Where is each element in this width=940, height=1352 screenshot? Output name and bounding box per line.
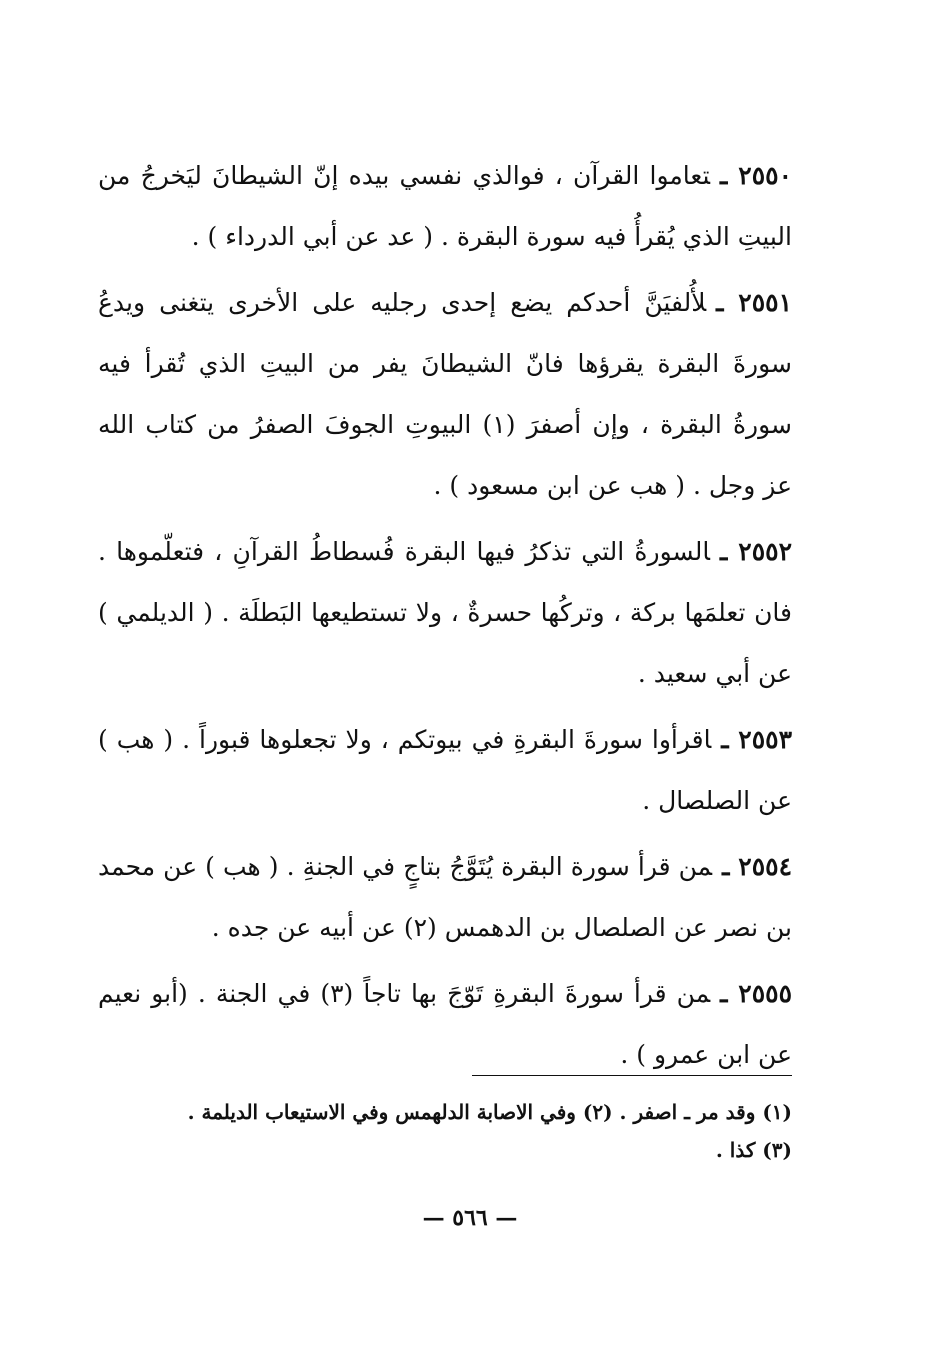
entry-number: ٢٥٥٥ ـ — [720, 979, 792, 1008]
hadith-entry-2551 — [98, 272, 792, 516]
entry-number: ٢٥٥١ ـ — [716, 288, 792, 317]
entry-number: ٢٥٥٠ ـ — [720, 161, 793, 190]
entry-text: تعاموا القرآن ، فوالذي نفسي بيده إنّ الشيطانَ ليَخرجُ من البيتِ الذي يُقرأُ فيه سورة البقرة . ( عد عن أبي الدرداء ) . — [98, 161, 792, 251]
entry-text: لأُلفيَنَّ أحدكم يضع إحدى رجليه على الأخرى يتغنى ويدعُ سورةَ البقرة يقرؤها فانّ الشيطانَ يفر من البيتِ الذي تُقرأ فيه سورةُ البقرة ، وإن أصفرَ (١) البيوتِ الجوفَ الصفرُ من كتاب الله عز وجل . ( هب عن ابن مسعود ) . — [98, 288, 792, 500]
entry-number: ٢٥٥٣ ـ — [721, 725, 793, 754]
footnote-line: (١) وقد مر ـ اصفر . (٢) وفي الاصابة الدلهمس وفي الاستيعاب الديلمة . — [187, 1100, 792, 1124]
hadith-entry-2550 — [98, 145, 792, 267]
footnote-divider — [472, 1075, 792, 1076]
entry-number: ٢٥٥٢ ـ — [720, 537, 793, 566]
entry-text: من قرأ سورة البقرة يُتَوَّجُ بتاجٍ في الجنةِ . ( هب ) عن محمد بن نصر عن الصلصال بن الدهمس (٢) عن أبيه عن جده . — [98, 852, 792, 942]
hadith-entries — [98, 145, 792, 1085]
hadith-entry-2553 — [98, 709, 792, 831]
hadith-entry-2554 — [98, 836, 792, 958]
hadith-entry-2552 — [98, 521, 792, 704]
footnote-line: (٣) كذا . — [715, 1138, 792, 1162]
entry-text: من قرأ سورةَ البقرةِ تَوّجَ بها تاجاً (٣) في الجنة . (أبو نعيم عن ابن عمرو ) . — [98, 979, 792, 1069]
entry-number: ٢٥٥٤ ـ — [722, 852, 793, 881]
entry-text: اقرأوا سورةَ البقرةِ في بيوتكم ، ولا تجعلوها قبوراً . ( هب ) عن الصلصال . — [98, 725, 792, 815]
footnotes — [92, 1093, 792, 1169]
page-number: — ٥٦٦ — — [422, 1205, 518, 1231]
entry-text: السورةُ التي تذكرُ فيها البقرة فُسطاطُ القرآنِ ، فتعلّموها . فان تعلمَها بركة ، وتركُها حسرةٌ ، ولا تستطيعها البَطلَة . ( الديلمي ) عن أبي سعيد . — [98, 537, 792, 688]
hadith-entry-2555 — [98, 963, 792, 1085]
